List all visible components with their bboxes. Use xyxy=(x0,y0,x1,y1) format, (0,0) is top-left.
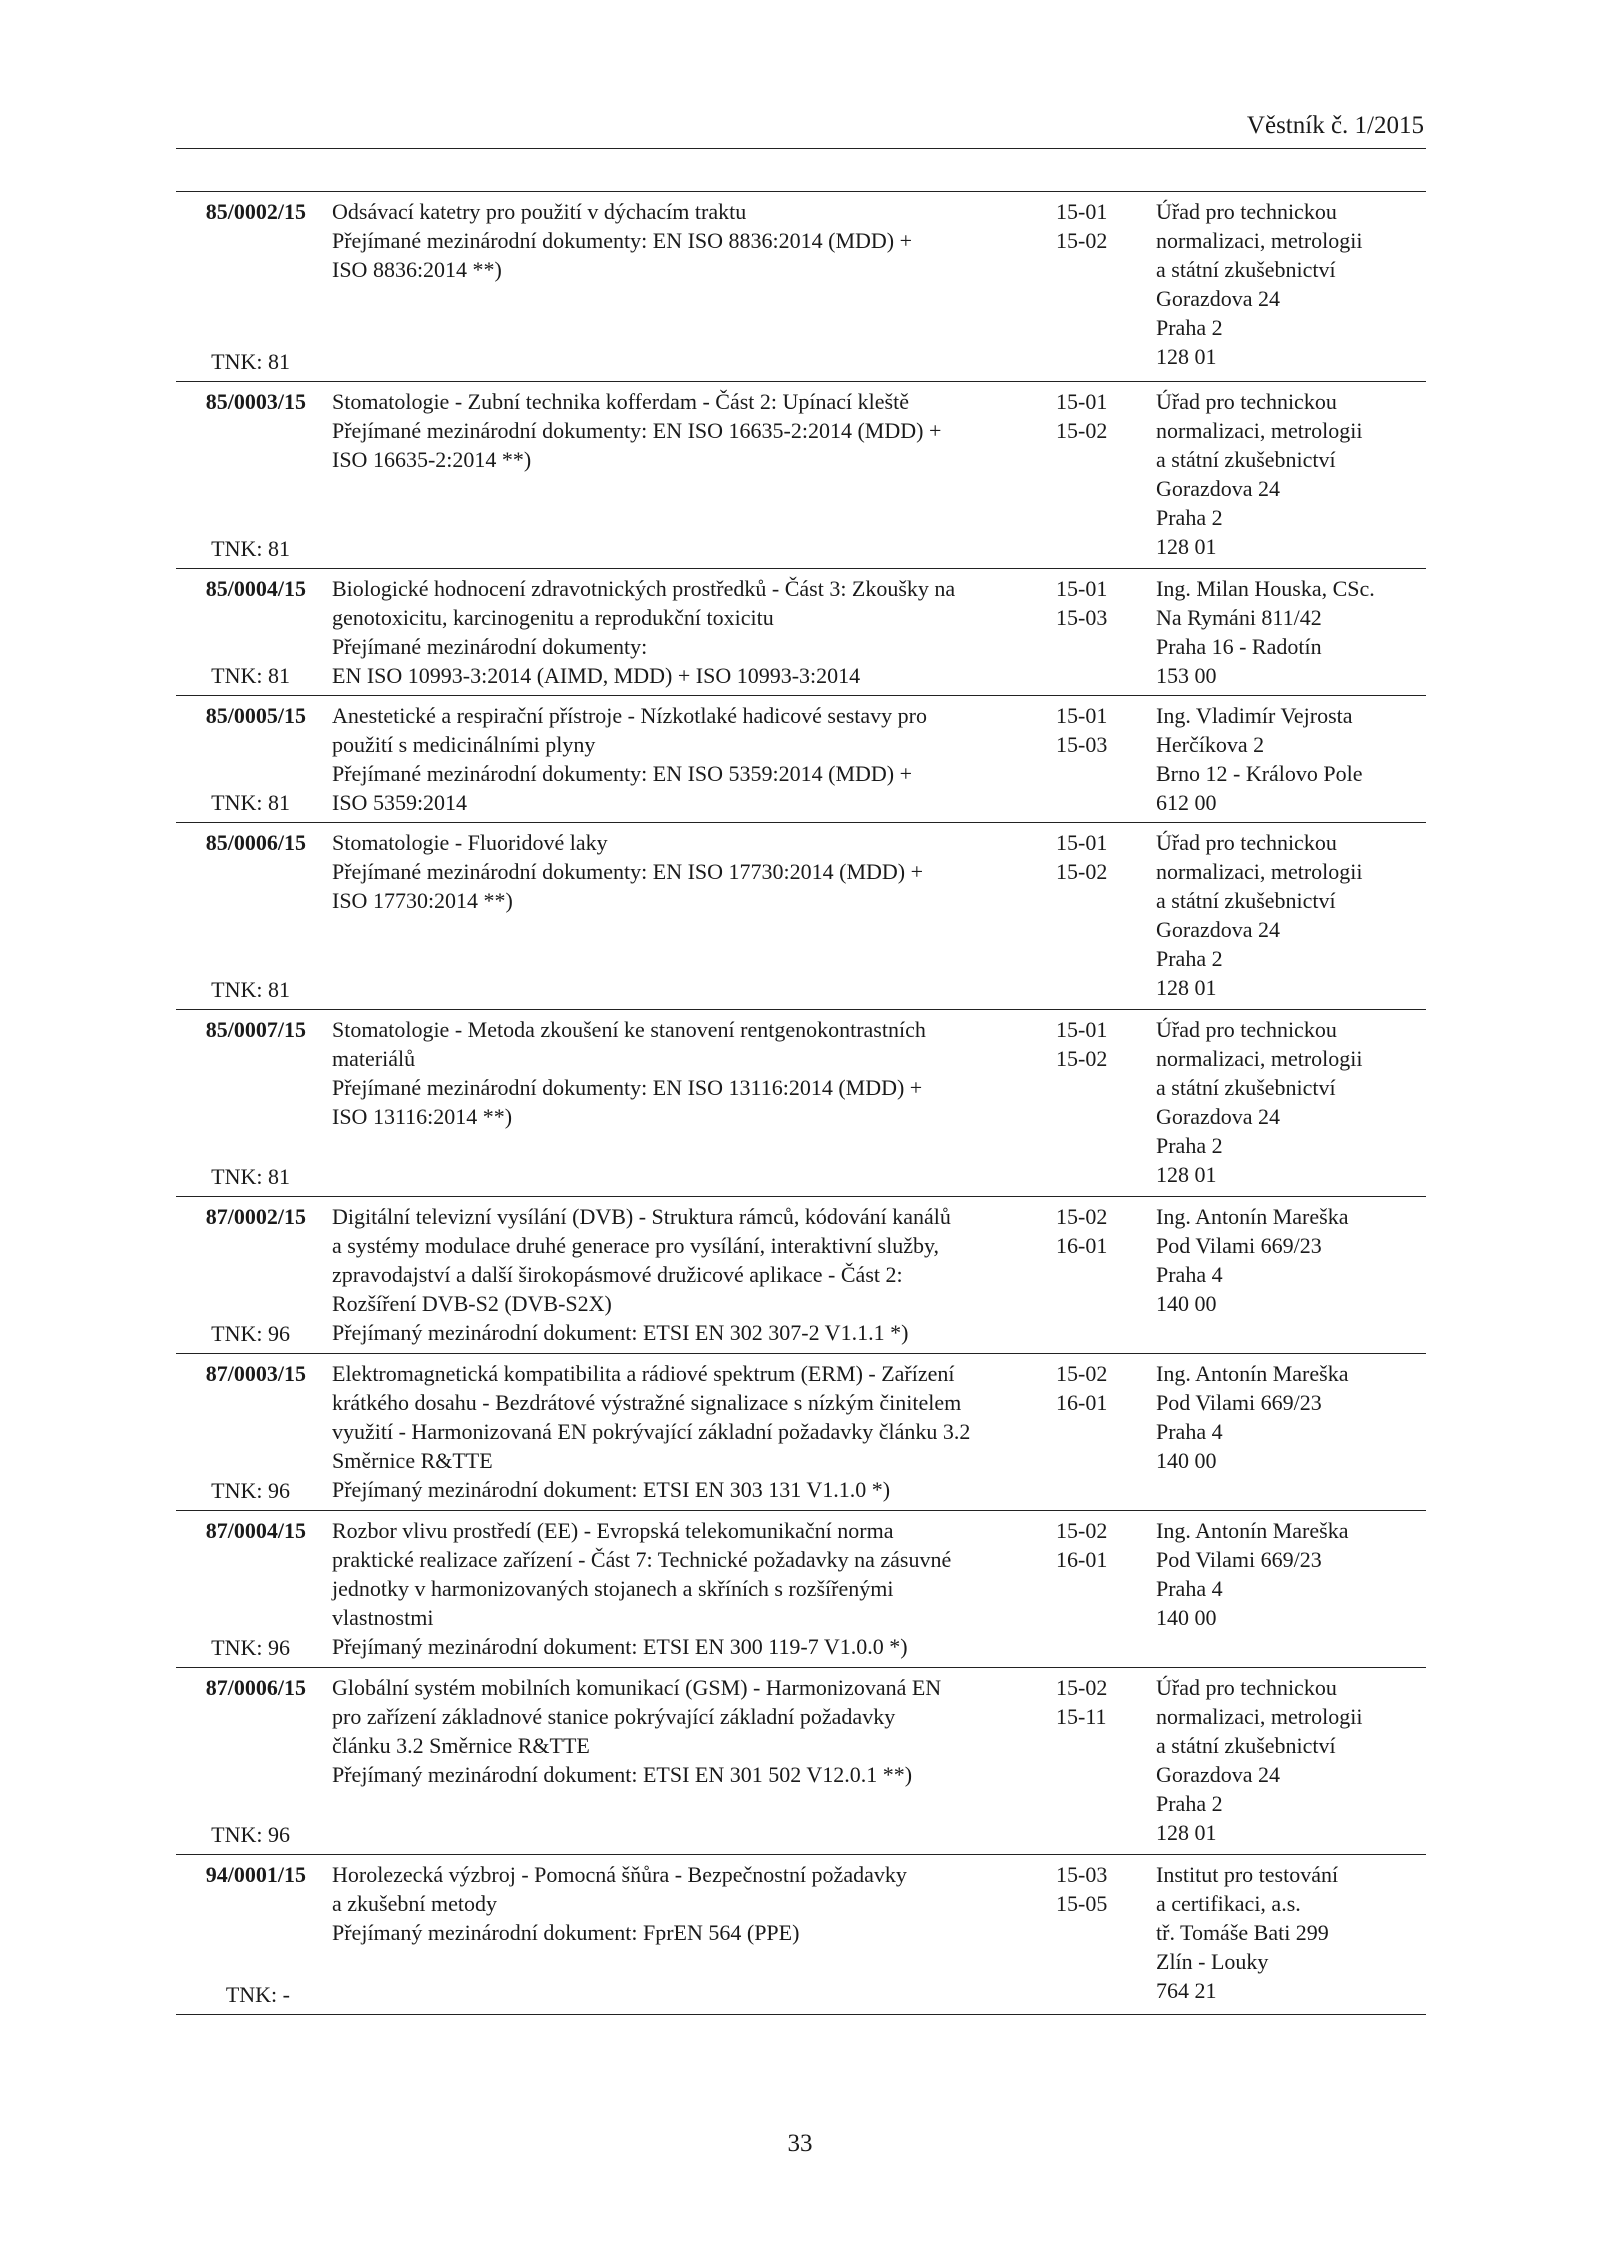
description-line: pro zařízení základnové stanice pokrývající základní požadavky xyxy=(332,1704,896,1729)
entry-id-column xyxy=(176,1202,306,1348)
description-line: Přejímané mezinárodní dokumenty: EN ISO 8836:2014 (MDD) + xyxy=(332,228,913,253)
entry-id-column xyxy=(176,1516,306,1662)
description-line: využití - Harmonizovaná EN pokrývající základní požadavky článku 3.2 xyxy=(332,1419,971,1444)
description-line: použití s medicinálními plyny xyxy=(332,732,596,757)
entry-description xyxy=(332,828,1032,915)
address-line: Praha 4 xyxy=(1156,1262,1223,1287)
date-code: 15-02 xyxy=(1056,1518,1108,1543)
description-line: Přejímané mezinárodní dokumenty: EN ISO 16635-2:2014 (MDD) + xyxy=(332,418,942,443)
address-line: Praha 2 xyxy=(1156,1791,1223,1816)
tnk-label: TNK: 81 xyxy=(211,977,290,1002)
entry-description xyxy=(332,574,1032,690)
entry-description xyxy=(332,197,1032,284)
standard-entry xyxy=(176,1668,1426,1855)
entry-dates xyxy=(1056,1673,1146,1731)
entry-id-column xyxy=(176,1015,306,1191)
date-code: 15-01 xyxy=(1056,389,1108,414)
date-code: 15-02 xyxy=(1056,418,1108,443)
description-line: genotoxicitu, karcinogenitu a reprodukční toxicitu xyxy=(332,605,774,630)
date-code: 15-03 xyxy=(1056,1862,1108,1887)
description-line: článku 3.2 Směrnice R&TTE xyxy=(332,1733,590,1758)
tnk-label: TNK: 96 xyxy=(211,1321,290,1346)
standard-entry xyxy=(176,696,1426,823)
entry-id-column xyxy=(176,1860,306,2009)
address-line: normalizaci, metrologii xyxy=(1156,859,1363,884)
address-line: 612 00 xyxy=(1156,790,1217,815)
date-code: 16-01 xyxy=(1056,1390,1108,1415)
tnk-label: TNK: 96 xyxy=(211,1478,290,1503)
date-code: 16-01 xyxy=(1056,1233,1108,1258)
date-code: 15-01 xyxy=(1056,830,1108,855)
description-line: Elektromagnetická kompatibilita a rádiové spektrum (ERM) - Zařízení xyxy=(332,1361,955,1386)
description-line: vlastnostmi xyxy=(332,1605,434,1630)
description-line: Stomatologie - Fluoridové laky xyxy=(332,830,608,855)
address-line: Praha 2 xyxy=(1156,505,1223,530)
address-line: 140 00 xyxy=(1156,1448,1217,1473)
address-line: tř. Tomáše Bati 299 xyxy=(1156,1920,1329,1945)
entry-dates xyxy=(1056,1202,1146,1260)
address-line: a státní zkušebnictví xyxy=(1156,447,1336,472)
address-line: Praha 2 xyxy=(1156,946,1223,971)
address-line: Ing. Antonín Mareška xyxy=(1156,1361,1349,1386)
entry-dates xyxy=(1056,1516,1146,1574)
tnk-label: TNK: - xyxy=(225,1982,290,2007)
description-line: Stomatologie - Metoda zkoušení ke stanovení rentgenokontrastních xyxy=(332,1017,926,1042)
entry-processor-address xyxy=(1156,1860,1426,2005)
description-line: Přejímaný mezinárodní dokument: ETSI EN 300 119-7 V1.0.0 *) xyxy=(332,1634,908,1659)
address-line: 140 00 xyxy=(1156,1605,1217,1630)
description-line: Přejímaný mezinárodní dokument: FprEN 564 (PPE) xyxy=(332,1920,800,1945)
tnk-label: TNK: 96 xyxy=(211,1635,290,1660)
description-line: Přejímané mezinárodní dokumenty: EN ISO 5359:2014 (MDD) + xyxy=(332,761,913,786)
entry-description xyxy=(332,387,1032,474)
standard-entry xyxy=(176,1354,1426,1511)
entry-processor-address xyxy=(1156,701,1426,817)
date-code: 16-01 xyxy=(1056,1547,1108,1572)
entry-processor-address xyxy=(1156,1516,1426,1632)
description-line: Digitální televizní vysílání (DVB) - Struktura rámců, kódování kanálů xyxy=(332,1204,951,1229)
address-line: Úřad pro technickou xyxy=(1156,199,1337,224)
standard-number: 87/0003/15 xyxy=(205,1361,306,1386)
address-line: Pod Vilami 669/23 xyxy=(1156,1390,1322,1415)
description-line: Odsávací katetry pro použití v dýchacím traktu xyxy=(332,199,747,224)
address-line: a státní zkušebnictví xyxy=(1156,1075,1336,1100)
address-line: Úřad pro technickou xyxy=(1156,1017,1337,1042)
address-line: a státní zkušebnictví xyxy=(1156,888,1336,913)
entry-processor-address xyxy=(1156,1359,1426,1475)
description-line: Anestetické a respirační přístroje - Nízkotlaké hadicové sestavy pro xyxy=(332,703,927,728)
address-line: normalizaci, metrologii xyxy=(1156,1704,1363,1729)
entry-dates xyxy=(1056,387,1146,445)
date-code: 15-02 xyxy=(1056,859,1108,884)
entry-description xyxy=(332,1516,1032,1661)
description-line: Stomatologie - Zubní technika kofferdam - Část 2: Upínací kleště xyxy=(332,389,909,414)
standard-entry xyxy=(176,1197,1426,1354)
standard-entry xyxy=(176,382,1426,569)
date-code: 15-01 xyxy=(1056,576,1108,601)
address-line: Praha 16 - Radotín xyxy=(1156,634,1322,659)
description-line: Rozšíření DVB-S2 (DVB-S2X) xyxy=(332,1291,612,1316)
description-line: EN ISO 10993-3:2014 (AIMD, MDD) + ISO 10993-3:2014 xyxy=(332,663,861,688)
entry-id-column xyxy=(176,1673,306,1849)
address-line: Brno 12 - Královo Pole xyxy=(1156,761,1363,786)
entry-id-column xyxy=(176,574,306,690)
entry-description xyxy=(332,1673,1032,1789)
date-code: 15-02 xyxy=(1056,228,1108,253)
address-line: Gorazdova 24 xyxy=(1156,917,1281,942)
entry-processor-address xyxy=(1156,1673,1426,1847)
address-line: 153 00 xyxy=(1156,663,1217,688)
date-code: 15-03 xyxy=(1056,605,1108,630)
address-line: normalizaci, metrologii xyxy=(1156,1046,1363,1071)
address-line: Herčíkova 2 xyxy=(1156,732,1265,757)
date-code: 15-02 xyxy=(1056,1675,1108,1700)
standard-entry xyxy=(176,1010,1426,1197)
address-line: Gorazdova 24 xyxy=(1156,1762,1281,1787)
tnk-label: TNK: 81 xyxy=(211,663,290,688)
entry-description xyxy=(332,1015,1032,1131)
date-code: 15-02 xyxy=(1056,1204,1108,1229)
standard-number: 87/0002/15 xyxy=(205,1204,306,1229)
address-line: normalizaci, metrologii xyxy=(1156,418,1363,443)
entry-dates xyxy=(1056,1860,1146,1918)
standard-entry xyxy=(176,1855,1426,2015)
tnk-label: TNK: 81 xyxy=(211,790,290,815)
entry-id-column xyxy=(176,701,306,817)
entry-dates xyxy=(1056,701,1146,759)
description-line: ISO 5359:2014 xyxy=(332,790,468,815)
standard-number: 85/0002/15 xyxy=(205,199,306,224)
standard-number: 85/0003/15 xyxy=(205,389,306,414)
entry-description xyxy=(332,1202,1032,1347)
date-code: 15-01 xyxy=(1056,1017,1108,1042)
page-header xyxy=(176,108,1426,149)
date-code: 15-11 xyxy=(1056,1704,1107,1729)
date-code: 15-01 xyxy=(1056,703,1108,728)
address-line: Úřad pro technickou xyxy=(1156,389,1337,414)
description-line: zpravodajství a další širokopásmové družicové aplikace - Část 2: xyxy=(332,1262,903,1287)
address-line: Pod Vilami 669/23 xyxy=(1156,1547,1322,1572)
address-line: 128 01 xyxy=(1156,1162,1217,1187)
description-line: Přejímané mezinárodní dokumenty: xyxy=(332,634,648,659)
standard-number: 85/0004/15 xyxy=(205,576,306,601)
entry-description xyxy=(332,1860,1032,1947)
standard-entry xyxy=(176,192,1426,382)
tnk-label: TNK: 81 xyxy=(211,1164,290,1189)
address-line: Ing. Vladimír Vejrosta xyxy=(1156,703,1353,728)
address-line: Praha 4 xyxy=(1156,1419,1223,1444)
description-line: Přejímaný mezinárodní dokument: ETSI EN 301 502 V12.0.1 **) xyxy=(332,1762,913,1787)
address-line: 128 01 xyxy=(1156,975,1217,1000)
date-code: 15-01 xyxy=(1056,199,1108,224)
entry-dates xyxy=(1056,197,1146,255)
address-line: 128 01 xyxy=(1156,1820,1217,1845)
address-line: a státní zkušebnictví xyxy=(1156,257,1336,282)
standard-number: 87/0004/15 xyxy=(205,1518,306,1543)
address-line: Ing. Antonín Mareška xyxy=(1156,1204,1349,1229)
entry-processor-address xyxy=(1156,197,1426,371)
entry-processor-address xyxy=(1156,828,1426,1002)
description-line: a systémy modulace druhé generace pro vysílání, interaktivní služby, xyxy=(332,1233,940,1258)
address-line: Na Rymáni 811/42 xyxy=(1156,605,1322,630)
description-line: Přejímaný mezinárodní dokument: ETSI EN 303 131 V1.1.0 *) xyxy=(332,1477,891,1502)
tnk-label: TNK: 81 xyxy=(211,536,290,561)
entry-processor-address xyxy=(1156,1202,1426,1318)
standard-number: 85/0007/15 xyxy=(205,1017,306,1042)
address-line: 140 00 xyxy=(1156,1291,1217,1316)
tnk-label: TNK: 96 xyxy=(211,1822,290,1847)
standard-number: 85/0005/15 xyxy=(205,703,306,728)
date-code: 15-05 xyxy=(1056,1891,1108,1916)
date-code: 15-03 xyxy=(1056,732,1108,757)
description-line: jednotky v harmonizovaných stojanech a skříních s rozšířenými xyxy=(332,1576,894,1601)
entry-dates xyxy=(1056,574,1146,632)
description-line: a zkušební metody xyxy=(332,1891,497,1916)
description-line: Přejímané mezinárodní dokumenty: EN ISO 17730:2014 (MDD) + xyxy=(332,859,924,884)
address-line: Pod Vilami 669/23 xyxy=(1156,1233,1322,1258)
address-line: Praha 2 xyxy=(1156,315,1223,340)
standard-number: 85/0006/15 xyxy=(205,830,306,855)
date-code: 15-02 xyxy=(1056,1361,1108,1386)
description-line: Přejímané mezinárodní dokumenty: EN ISO 13116:2014 (MDD) + xyxy=(332,1075,923,1100)
description-line: krátkého dosahu - Bezdrátové výstražné signalizace s nízkým činitelem xyxy=(332,1390,962,1415)
address-line: normalizaci, metrologii xyxy=(1156,228,1363,253)
description-line: ISO 8836:2014 **) xyxy=(332,257,502,282)
entry-description xyxy=(332,701,1032,817)
address-line: Institut pro testování xyxy=(1156,1862,1339,1887)
entry-processor-address xyxy=(1156,574,1426,690)
description-line: praktické realizace zařízení - Část 7: Technické požadavky na zásuvné xyxy=(332,1547,952,1572)
address-line: 128 01 xyxy=(1156,534,1217,559)
standards-table xyxy=(176,191,1426,2015)
description-line: Globální systém mobilních komunikací (GSM) - Harmonizovaná EN xyxy=(332,1675,942,1700)
address-line: Praha 2 xyxy=(1156,1133,1223,1158)
entry-dates xyxy=(1056,1015,1146,1073)
standard-entry xyxy=(176,1511,1426,1668)
standard-number: 87/0006/15 xyxy=(205,1675,306,1700)
entry-dates xyxy=(1056,1359,1146,1417)
description-line: ISO 16635-2:2014 **) xyxy=(332,447,532,472)
entry-dates xyxy=(1056,828,1146,886)
address-line: Gorazdova 24 xyxy=(1156,476,1281,501)
address-line: Ing. Milan Houska, CSc. xyxy=(1156,576,1375,601)
description-line: Biologické hodnocení zdravotnických prostředků - Část 3: Zkoušky na xyxy=(332,576,956,601)
page-number: 33 xyxy=(787,2130,813,2157)
entry-id-column xyxy=(176,387,306,563)
description-line: ISO 17730:2014 **) xyxy=(332,888,513,913)
address-line: Úřad pro technickou xyxy=(1156,830,1337,855)
address-line: Gorazdova 24 xyxy=(1156,1104,1281,1129)
entry-description xyxy=(332,1359,1032,1504)
address-line: a státní zkušebnictví xyxy=(1156,1733,1336,1758)
description-line: ISO 13116:2014 **) xyxy=(332,1104,513,1129)
address-line: Praha 4 xyxy=(1156,1576,1223,1601)
description-line: Rozbor vlivu prostředí (EE) - Evropská telekomunikační norma xyxy=(332,1518,894,1543)
address-line: Gorazdova 24 xyxy=(1156,286,1281,311)
description-line: Horolezecká výzbroj - Pomocná šňůra - Bezpečnostní požadavky xyxy=(332,1862,907,1887)
entry-id-column xyxy=(176,1359,306,1505)
description-line: materiálů xyxy=(332,1046,416,1071)
entry-processor-address xyxy=(1156,1015,1426,1189)
entry-id-column xyxy=(176,828,306,1004)
description-line: Přejímaný mezinárodní dokument: ETSI EN 302 307-2 V1.1.1 *) xyxy=(332,1320,909,1345)
standard-entry xyxy=(176,569,1426,696)
address-line: Úřad pro technickou xyxy=(1156,1675,1337,1700)
bulletin-title: Věstník č. 1/2015 xyxy=(1246,112,1424,139)
address-line: 128 01 xyxy=(1156,344,1217,369)
description-line: Směrnice R&TTE xyxy=(332,1448,493,1473)
tnk-label: TNK: 81 xyxy=(211,349,290,374)
standard-entry xyxy=(176,823,1426,1010)
address-line: a certifikaci, a.s. xyxy=(1156,1891,1301,1916)
address-line: Ing. Antonín Mareška xyxy=(1156,1518,1349,1543)
standard-number: 94/0001/15 xyxy=(205,1862,306,1887)
entry-processor-address xyxy=(1156,387,1426,561)
address-line: 764 21 xyxy=(1156,1978,1217,2003)
entry-id-column xyxy=(176,197,306,376)
date-code: 15-02 xyxy=(1056,1046,1108,1071)
address-line: Zlín - Louky xyxy=(1156,1949,1269,1974)
